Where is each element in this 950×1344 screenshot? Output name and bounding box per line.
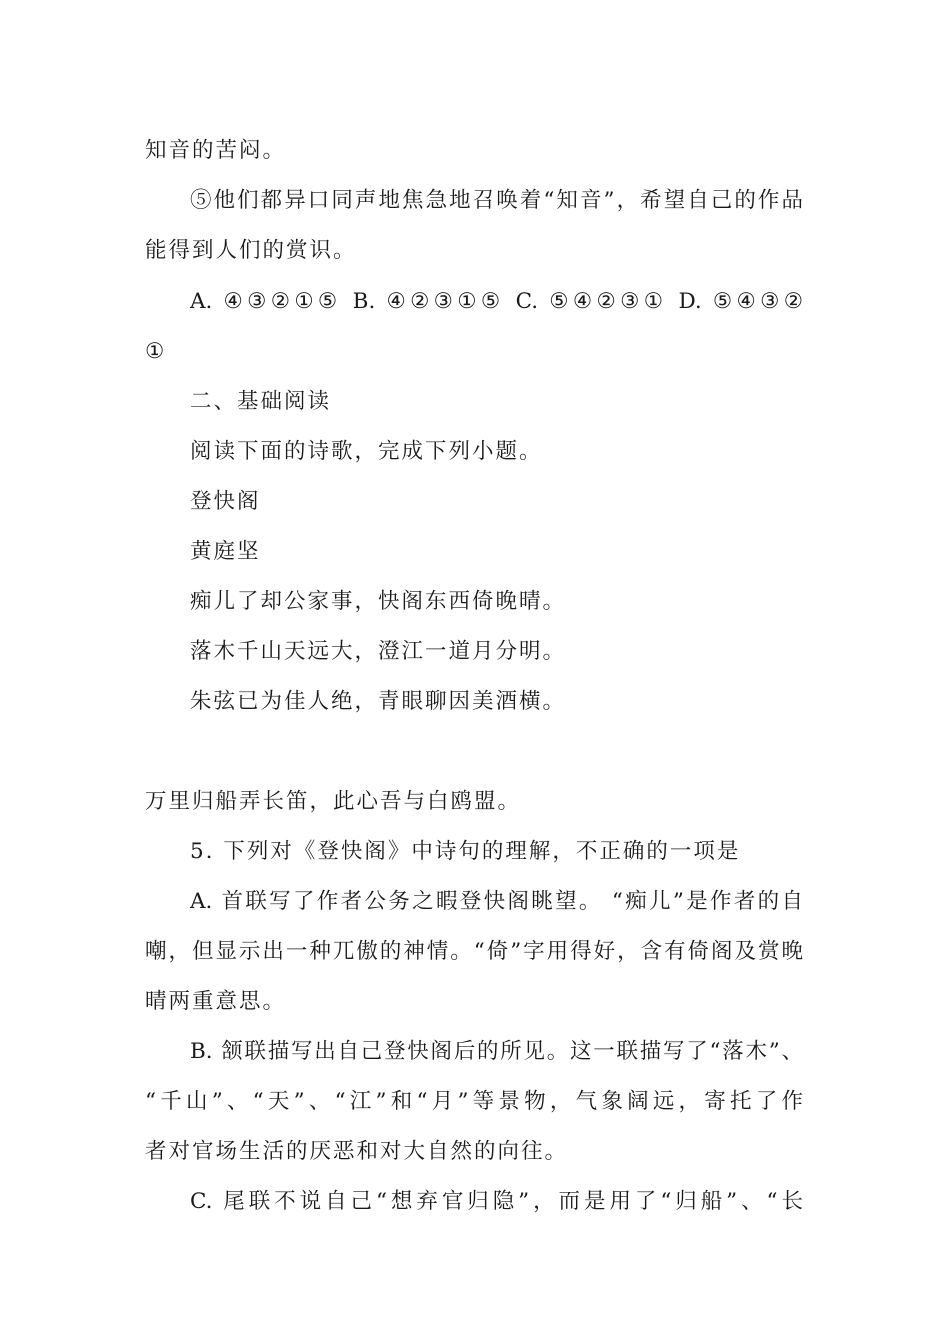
poem-author: 黄庭坚	[190, 539, 261, 564]
option-a-line: A. 首联写了作者公务之暇登快阁眺望。 “痴儿”是作者的自	[190, 889, 803, 914]
text-line: 知音的苦闷。	[145, 138, 287, 163]
text-line: “千山”、“天”、“江”和“月”等景物，气象阔远，寄托了作	[145, 1089, 803, 1114]
text-line: 者对官场生活的厌恶和对大自然的向往。	[145, 1139, 569, 1164]
option-c-line: C. 尾联不说自己“想弃官归隐”，而是用了“归船”、“长	[190, 1189, 803, 1214]
instruction-line: 阅读下面的诗歌，完成下列小题。	[190, 439, 543, 464]
text-line: ①	[145, 339, 167, 364]
text-line: 晴两重意思。	[145, 989, 287, 1014]
poem-line: 痴儿了却公家事，快阁东西倚晚晴。	[190, 589, 567, 614]
text-line: 嘲，但显示出一种兀傲的神情。“倚”字用得好，含有倚阁及赏晚	[145, 939, 803, 964]
text-line: ⑤他们都异口同声地焦急地召唤着“知音”，希望自己的作品	[190, 188, 803, 213]
options-line: A. ④③②①⑤ B. ④②③①⑤ C. ⑤④②③① D. ⑤④③②	[190, 289, 803, 314]
poem-line: 朱弦已为佳人绝，青眼聊因美酒横。	[190, 689, 567, 714]
poem-title: 登快阁	[190, 489, 261, 514]
poem-line: 万里归船弄长笛，此心吾与白鸥盟。	[145, 789, 522, 814]
poem-line: 落木千山天远大，澄江一道月分明。	[190, 639, 567, 664]
question-line: 5. 下列对《登快阁》中诗句的理解，不正确的一项是	[190, 839, 741, 864]
section-heading: 二、基础阅读	[190, 389, 332, 414]
text-line: 能得到人们的赏识。	[145, 238, 357, 263]
option-b-line: B. 颔联描写出自己登快阁后的所见。这一联描写了“落木”、	[190, 1039, 803, 1064]
